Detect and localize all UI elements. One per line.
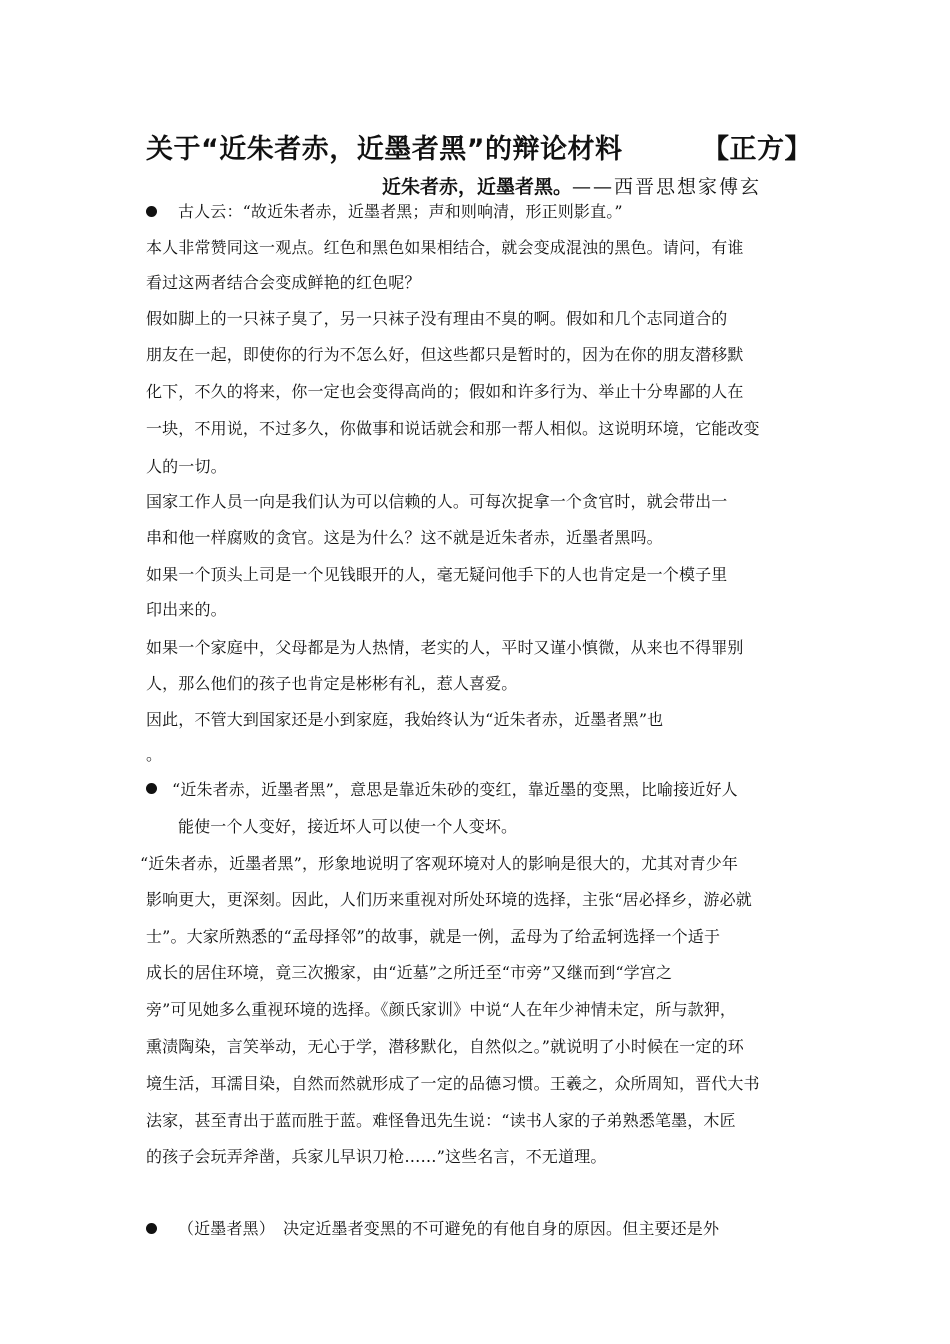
paragraph-line: 因此，不管大到国家还是小到家庭，我始终认为“近朱者赤，近墨者黑”也 (146, 710, 664, 729)
paragraph-line: 印出来的。 (146, 600, 227, 619)
paragraph-line: 国家工作人员一向是我们认为可以信赖的人。可每次捉拿一个贪官时，就会带出一 (146, 492, 728, 511)
bullet-icon (146, 206, 157, 217)
paragraph-line: 本人非常赞同这一观点。红色和黑色如果相结合，就会变成混浊的黑色。请问，有谁 (146, 238, 744, 257)
paragraph-line: 旁”可见她多么重视环境的选择。《颜氏家训》中说“人在年少神情未定，所与款狎， (146, 1000, 737, 1019)
paragraph-line: 串和他一样腐败的贪官。这是为什么？这不就是近朱者赤，近墨者黑吗。 (146, 528, 663, 547)
paragraph-line: 看过这两者结合会变成鲜艳的红色呢？ (146, 273, 421, 292)
bullet-icon (146, 783, 157, 794)
paragraph-line: 如果一个家庭中，父母都是为人热情，老实的人，平时又谨小慎微，从来也不得罪别 (146, 638, 744, 657)
paragraph-line: 熏渍陶染，言笑举动，无心于学，潜移默化，自然似之。”就说明了小时候在一定的环 (146, 1037, 744, 1056)
paragraph-line: 化下，不久的将来，你一定也会变得高尚的；假如和许多行为、举止十分卑鄙的人在 (146, 382, 744, 401)
paragraph-line: 能使一个人变好，接近坏人可以使一个人变坏。 (178, 817, 518, 836)
epigraph (382, 174, 812, 200)
paragraph-line: 假如脚上的一只袜子臭了，另一只袜子没有理由不臭的啊。假如和几个志同道合的 (146, 309, 728, 328)
paragraph-line: 人的一切。 (146, 457, 227, 476)
epigraph-attribution: ——西晋思想家傅玄 (572, 176, 762, 198)
paragraph-line: （近墨者黑） 决定近墨者变黑的不可避免的有他自身的原因。但主要还是外 (178, 1219, 720, 1238)
epigraph-quote: 近朱者赤，近墨者黑。 (382, 176, 573, 198)
paragraph-line: 成长的居住环境，竟三次搬家，由“近墓”之所迁至“市旁”又继而到“学宫之 (146, 963, 673, 982)
paragraph-line: “近朱者赤，近墨者黑”，意思是靠近朱砂的变红，靠近墨的变黑，比喻接近好人 (172, 780, 738, 799)
paragraph-line: 一块，不用说，不过多久，你做事和说话就会和那一帮人相似。这说明环境，它能改变 (146, 419, 760, 438)
paragraph-line: 人，那么他们的孩子也肯定是彬彬有礼，惹人喜爱。 (146, 674, 518, 693)
paragraph-line: 如果一个顶头上司是一个见钱眼开的人，毫无疑问他手下的人也肯定是一个模子里 (146, 565, 728, 584)
paragraph-line: 古人云：“故近朱者赤，近墨者黑；声和则响清，形正则影直。” (178, 202, 623, 221)
title-side-tag: 【正方】 (702, 134, 812, 165)
paragraph-line: 士”。大家所熟悉的“孟母择邻”的故事，就是一例，孟母为了给孟轲选择一个适于 (146, 927, 721, 946)
trailing-period: 。 (146, 745, 163, 764)
document-title (146, 132, 816, 168)
paragraph-line: 法家，甚至青出于蓝而胜于蓝。难怪鲁迅先生说：“读书人家的子弟熟悉笔墨，木匠 (146, 1111, 736, 1130)
bullet-icon (146, 1223, 157, 1234)
paragraph-line: “近朱者赤，近墨者黑”，形象地说明了客观环境对人的影响是很大的，尤其对青少年 (140, 854, 739, 873)
paragraph-line: 的孩子会玩弄斧凿，兵家儿早识刀枪……”这些名言，不无道理。 (146, 1147, 607, 1166)
paragraph-line: 朋友在一起，即使你的行为不怎么好，但这些都只是暂时的，因为在你的朋友潜移默 (146, 345, 744, 364)
title-main: 关于“近朱者赤，近墨者黑”的辩论材料 (146, 134, 623, 165)
paragraph-line: 影响更大，更深刻。因此，人们历来重视对所处环境的选择，主张“居必择乡，游必就 (146, 890, 752, 909)
paragraph-line: 境生活，耳濡目染，自然而然就形成了一定的品德习惯。王羲之，众所周知，晋代大书 (146, 1074, 760, 1093)
